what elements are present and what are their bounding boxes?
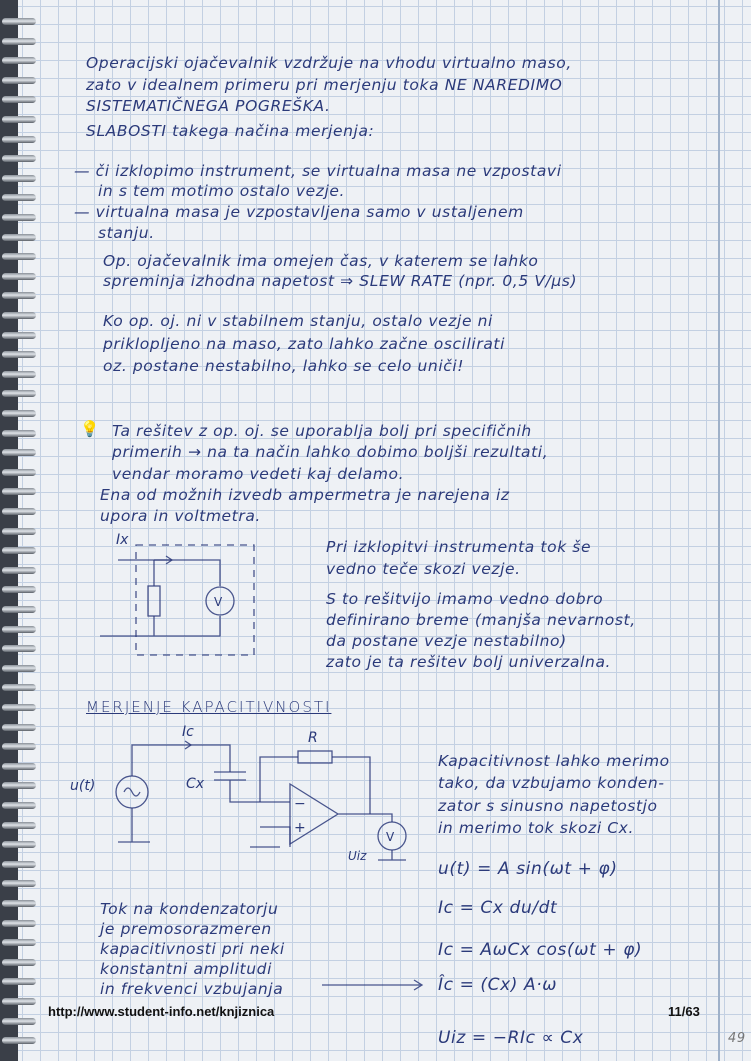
spiral-ring: [2, 77, 36, 84]
spiral-ring: [2, 822, 36, 829]
spiral-ring: [2, 332, 36, 339]
spiral-ring: [2, 430, 36, 437]
note-line: S to rešitvijo imamo vedno dobro: [326, 590, 604, 608]
spiral-ring: [2, 390, 36, 397]
wires: [118, 745, 230, 842]
spiral-ring: [2, 1037, 36, 1044]
capacitance-circuit-diagram: [70, 722, 410, 872]
spiral-ring: [2, 234, 36, 241]
margin-line: [718, 0, 720, 1061]
spiral-ring: [2, 959, 36, 966]
spiral-ring: [2, 704, 36, 711]
spiral-ring: [2, 155, 36, 162]
note-line: Ena od možnih izvedb ampermetra je narejena iz: [100, 486, 510, 504]
spiral-ring: [2, 528, 36, 535]
equation: u(t) = A sin(ωt + φ): [438, 859, 618, 879]
capacitor-label: Cx: [186, 776, 205, 792]
spiral-ring: [2, 606, 36, 613]
spiral-ring: [2, 763, 36, 770]
spiral-ring: [2, 292, 36, 299]
equation: Ic = AωCx cos(ωt + φ): [438, 940, 643, 960]
spiral-ring: [2, 312, 36, 319]
note-line: in frekvenci vzbujanja: [100, 980, 284, 998]
spiral-ring: [2, 508, 36, 515]
sine-icon: [124, 788, 140, 796]
note-line: vedno teče skozi vezje.: [326, 560, 521, 578]
spiral-ring: [2, 645, 36, 652]
notebook-page-number: 49: [728, 1031, 746, 1046]
note-line: Ta rešitev z op. oj. se uporablja bolj pri specifičnih: [112, 422, 532, 440]
spiral-ring: [2, 547, 36, 554]
spiral-ring: [2, 684, 36, 691]
spiral-ring: [2, 900, 36, 907]
note-line: Tok na kondenzatorju: [100, 900, 279, 918]
note-line: Operacijski ojačevalnik vzdržuje na vhodu virtualno maso,: [86, 54, 572, 72]
spiral-ring: [2, 880, 36, 887]
spiral-ring: [2, 782, 36, 789]
note-line: zato je ta rešitev bolj univerzalna.: [326, 653, 612, 671]
note-line: zator s sinusno napetostjo: [438, 797, 658, 815]
spiral-ring: [2, 194, 36, 201]
source-label: u(t): [70, 778, 96, 794]
section-heading: MERJENJE KAPACITIVNOSTI: [86, 698, 332, 716]
plus-label: +: [294, 820, 306, 836]
current-label: Ix: [116, 532, 129, 548]
note-line: upora in voltmetra.: [100, 507, 261, 525]
spiral-ring: [2, 802, 36, 809]
note-line: Op. ojačevalnik ima omejen čas, v katerem se lahko: [103, 252, 539, 270]
note-line: Pri izklopitvi instrumenta tok še: [326, 538, 592, 556]
note-line: konstantni amplitudi: [100, 960, 272, 978]
resistor: [298, 751, 332, 763]
spiral-ring: [2, 175, 36, 182]
output-label: Uiz: [348, 849, 367, 863]
spiral-ring: [2, 586, 36, 593]
resistor: [148, 586, 160, 616]
note-line: — virtualna masa je vzpostavljena samo v ustaljenem: [74, 203, 524, 221]
spiral-ring: [2, 920, 36, 927]
spiral-ring: [2, 214, 36, 221]
weak-title: SLABOSTI takega načina merjenja:: [86, 122, 375, 140]
note-line: Ko op. oj. ni v stabilnem stanju, ostalo vezje ni: [103, 312, 493, 330]
note-line: kapacitivnosti pri neki: [100, 940, 285, 958]
note-line: stanju.: [98, 224, 155, 242]
spiral-ring: [2, 469, 36, 476]
note-line: in s tem motimo ostalo vezje.: [98, 182, 346, 200]
note-line: — či izklopimo instrument, se virtualna masa ne vzpostavi: [74, 162, 562, 180]
spiral-ring: [2, 57, 36, 64]
equation: Uiz = −RIc ∝ Cx: [438, 1028, 584, 1048]
spiral-ring: [2, 96, 36, 103]
note-line: Kapacitivnost lahko merimo: [438, 752, 670, 770]
note-line: definirano breme (manjša nevarnost,: [326, 611, 636, 629]
spiral-ring: [2, 38, 36, 45]
note-line: zato v idealnem primeru pri merjenju toka NE NAREDIMO: [86, 76, 563, 94]
spiral-ring: [2, 371, 36, 378]
spiral-ring: [2, 939, 36, 946]
note-line: oz. postane nestabilno, lahko se celo uniči!: [103, 357, 465, 375]
page-counter: 11/63: [668, 1004, 700, 1019]
ammeter-circuit-diagram: [100, 528, 270, 668]
voltmeter-label: V: [386, 830, 395, 844]
capacitor: [214, 772, 290, 802]
note-line: SISTEMATIČNEGA POGREŠKA.: [86, 97, 331, 115]
spiral-ring: [2, 665, 36, 672]
spiral-ring: [2, 841, 36, 848]
note-line: tako, da vzbujamo konden-: [438, 774, 665, 792]
spiral-ring: [2, 1018, 36, 1025]
minus-label: −: [294, 796, 306, 812]
spiral-ring: [2, 273, 36, 280]
spiral-ring: [2, 253, 36, 260]
spiral-ring: [2, 18, 36, 25]
note-line: spreminja izhodna napetost ⇒ SLEW RATE (npr. 0,5 V/µs): [103, 272, 578, 290]
spiral-ring: [2, 410, 36, 417]
note-line: vendar moramo vedeti kaj delamo.: [112, 465, 405, 483]
lightbulb-icon: 💡: [80, 420, 100, 438]
spiral-ring: [2, 626, 36, 633]
spiral-binding: [0, 0, 40, 1061]
note-line: da postane vezje nestabilno): [326, 632, 567, 650]
spiral-ring: [2, 998, 36, 1005]
spiral-ring: [2, 743, 36, 750]
spiral-ring: [2, 724, 36, 731]
equation: Ic = Cx du/dt: [438, 898, 558, 918]
resistor-label: R: [308, 730, 318, 746]
spiral-ring: [2, 567, 36, 574]
source-url-link[interactable]: http://www.student-info.net/knjiznica: [48, 1004, 275, 1019]
current-label: Ic: [182, 724, 194, 740]
note-line: primerih → na ta način lahko dobimo boljši rezultati,: [112, 443, 549, 461]
spiral-ring: [2, 449, 36, 456]
arrow-icon: [322, 978, 432, 992]
note-line: je premosorazmeren: [100, 920, 272, 938]
spiral-ring: [2, 116, 36, 123]
voltmeter-label: V: [214, 595, 223, 609]
spiral-ring: [2, 861, 36, 868]
equation: Îc = (Cx) A·ω: [438, 975, 558, 995]
note-line: priklopljeno na maso, zato lahko začne oscilirati: [103, 335, 505, 353]
spiral-ring: [2, 978, 36, 985]
spiral-ring: [2, 488, 36, 495]
spiral-ring: [2, 351, 36, 358]
note-line: in merimo tok skozi Cx.: [438, 819, 634, 837]
spiral-ring: [2, 136, 36, 143]
